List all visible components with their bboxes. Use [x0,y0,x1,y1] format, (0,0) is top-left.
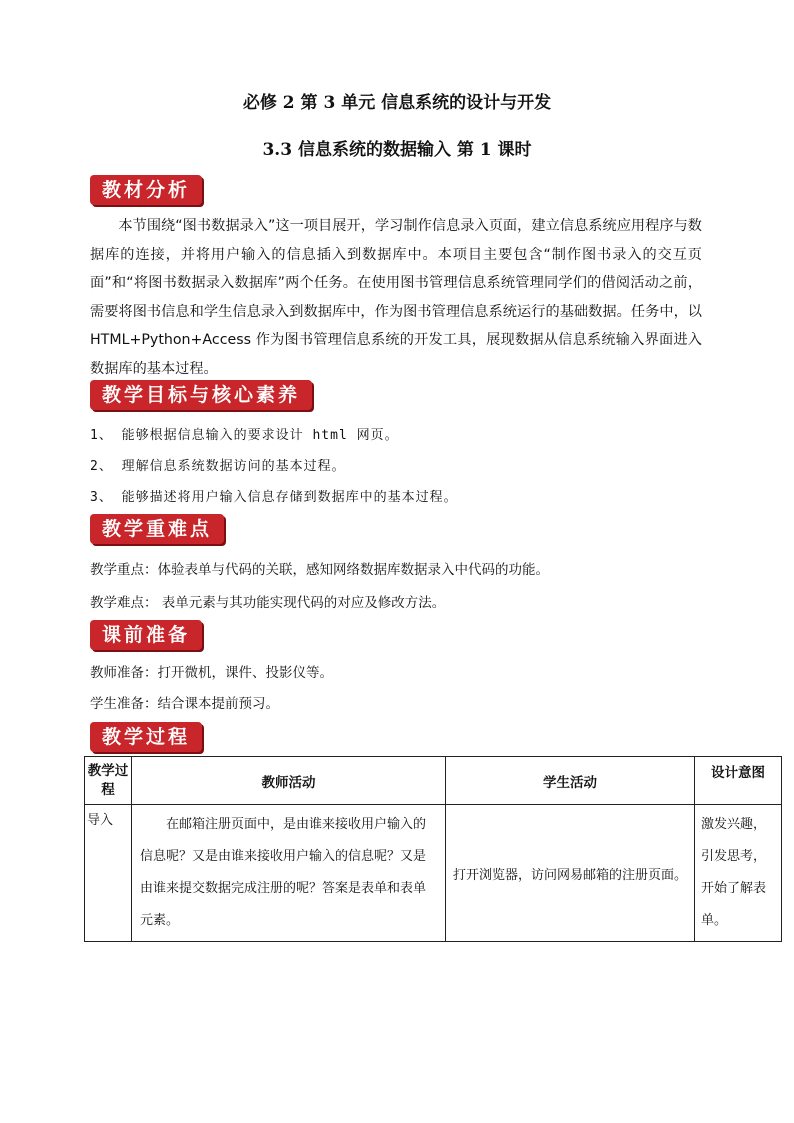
section-badge-analysis: 教材分析 [90,175,202,205]
teacher-prep: 教师准备：打开微机，课件、投影仪等。 [90,665,333,681]
student-prep: 学生准备：结合课本提前预习。 [90,696,279,712]
cell-student-activity: 打开浏览器，访问网易邮箱的注册页面。 [446,805,695,942]
process-table [84,756,782,942]
goal-item-2: 2、 理解信息系统数据访问的基本过程。 [90,459,346,474]
section-badge-prep: 课前准备 [90,620,202,650]
table-header-row [85,757,782,805]
difficult-point: 教学难点： 表单元素与其功能实现代码的对应及修改方法。 [90,595,446,611]
lesson-title: 3.3 信息系统的数据输入 第 1 课时 [262,140,532,160]
goal-item-3: 3、 能够描述将用户输入信息存储到数据库中的基本过程。 [90,490,458,505]
section-badge-goals: 教学目标与核心素养 [90,380,312,410]
goal-item-1: 1、 能够根据信息输入的要求设计 html 网页。 [90,428,399,443]
section-badge-process: 教学过程 [90,722,202,752]
cell-stage: 导入 [85,805,132,942]
cell-teacher-activity: 在邮箱注册页面中，是由谁来接收用户输入的信息呢？又是由谁来接收用户输入的信息呢？又是由谁来提交数据完成注册的呢？答案是表单和表单元素。 [132,805,446,942]
key-point: 教学重点：体验表单与代码的关联，感知网络数据库数据录入中代码的功能。 [90,562,549,578]
column-header-intent: 设计意图 [695,757,782,805]
table-row [85,805,782,942]
unit-title: 必修 2 第 3 单元 信息系统的设计与开发 [242,93,552,113]
column-header-teacher: 教师活动 [132,757,446,805]
section-badge-keypoints: 教学重难点 [90,514,224,544]
column-header-stage: 教学过程 [85,757,132,805]
cell-design-intent: 激发兴趣，引发思考，开始了解表单。 [695,805,782,942]
analysis-paragraph: 本节围绕“图书数据录入”这一项目展开，学习制作信息录入页面，建立信息系统应用程序与数据库的连接，并将用户输入的信息插入到数据库中。本项目主要包含“制作图书录入的交互页面”和“将图书数据录入数据库”两个任务。在使用图书管理信息系统管理同学们的借阅活动之前，需要将图书信息和学生信息录入到数据库中，作为图书管理信息系统运行的基础数据。任务中，以 HTML+Python+Access 作为图书管理信息系统的开发工具，展现数据从信息系统输入界面进入数据库的基本过程。 [90,218,702,377]
column-header-student: 学生活动 [446,757,695,805]
